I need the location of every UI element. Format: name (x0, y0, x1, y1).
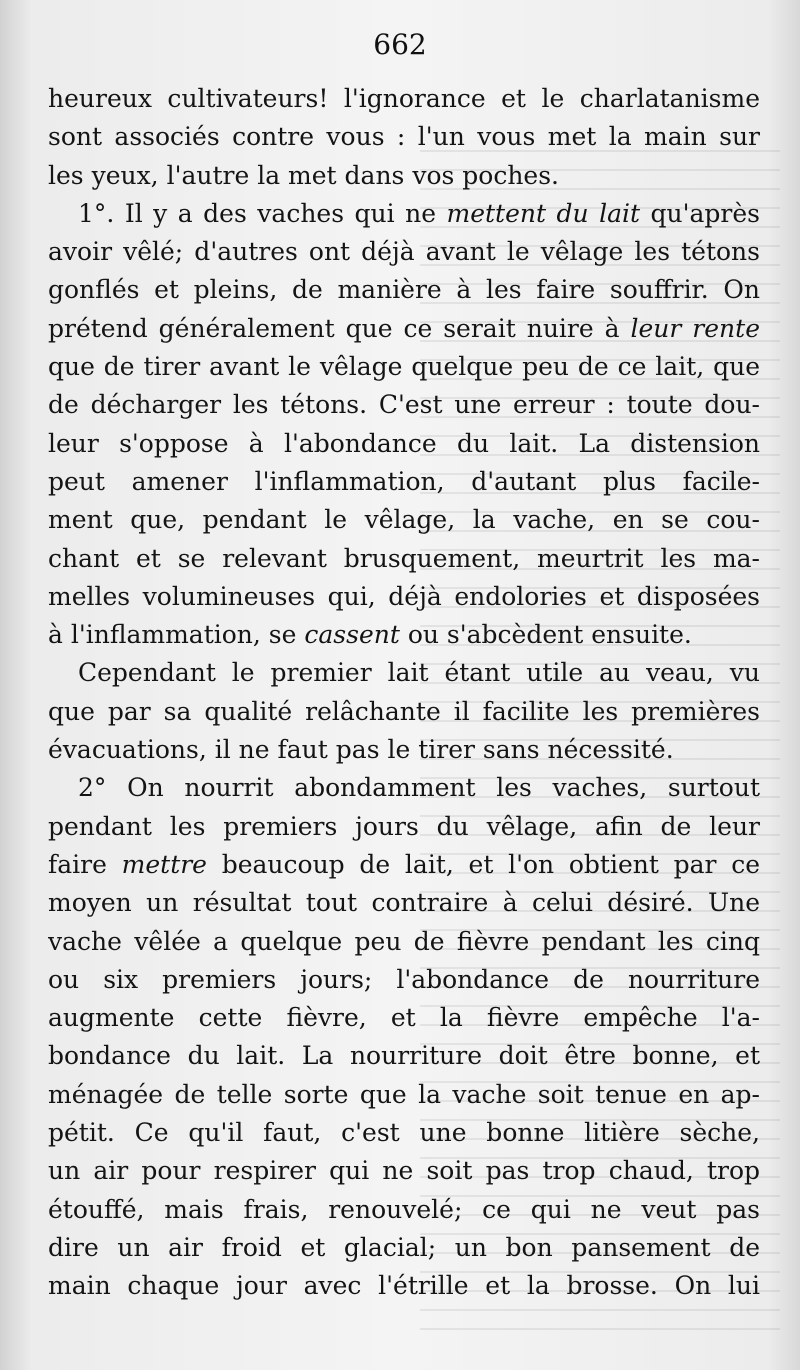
text-line: sont associés contre vous : l'un vous met la main sur (48, 122, 760, 152)
text-line: main chaque jour avec l'étrille et la brosse. On lui (48, 1271, 760, 1301)
text-line: 2° On nourrit abondamment les vaches, surtout (78, 773, 760, 803)
text-line: leur s'oppose à l'abondance du lait. La distension (48, 428, 760, 458)
italic-phrase: leur rente (630, 313, 760, 343)
text-line: bondance du lait. La nourriture doit être bonne, et (48, 1041, 760, 1071)
text-line: de décharger les tétons. C'est une erreur : toute dou- (48, 390, 760, 420)
text-line: ment que, pendant le vêlage, la vache, en se cou- (48, 505, 760, 535)
text-line: moyen un résultat tout contraire à celui désiré. Une (48, 888, 760, 918)
body-text (48, 80, 760, 1306)
text-line: pétit. Ce qu'il faut, c'est une bonne litière sèche, (48, 1118, 760, 1148)
text-line: faire mettre beaucoup de lait, et l'on obtient par ce (48, 849, 760, 879)
text-line: Cependant le premier lait étant utile au veau, vu (78, 658, 760, 688)
text-line: ou six premiers jours; l'abondance de nourriture (48, 964, 760, 994)
text-line: que de tirer avant le vêlage quelque peu de ce lait, que (48, 352, 760, 382)
text-line: étouffé, mais frais, renouvelé; ce qui ne veut pas (48, 1194, 760, 1224)
page-number: 662 (373, 28, 427, 61)
text-line: à l'inflammation, se cassent ou s'abcèdent ensuite. (48, 620, 692, 650)
text-line: ménagée de telle sorte que la vache soit tenue en ap- (48, 1079, 760, 1109)
text-line: les yeux, l'autre la met dans vos poches. (48, 160, 559, 190)
text-line: que par sa qualité relâchante il facilite les premières (48, 696, 760, 726)
text-line: gonflés et pleins, de manière à les faire souffrir. On (48, 275, 760, 305)
text-line: avoir vêlé; d'autres ont déjà avant le vêlage les tétons (48, 237, 760, 267)
italic-phrase: mettre (121, 849, 207, 879)
text-line: évacuations, il ne faut pas le tirer sans nécessité. (48, 735, 674, 765)
text-line: un air pour respirer qui ne soit pas trop chaud, trop (48, 1156, 760, 1186)
text-line: prétend généralement que ce serait nuire à leur rente (48, 313, 760, 343)
text-line: 1°. Il y a des vaches qui ne mettent du lait qu'après (78, 198, 760, 228)
text-line: melles volumineuses qui, déjà endolories et disposées (48, 581, 760, 611)
text-line: chant et se relevant brusquement, meurtrit les ma- (48, 543, 760, 573)
text-line: vache vêlée a quelque peu de fièvre pendant les cinq (48, 926, 760, 956)
text-line: heureux cultivateurs! l'ignorance et le charlatanisme (48, 84, 760, 113)
italic-phrase: mettent du lait (446, 198, 641, 228)
text-line: peut amener l'inflammation, d'autant plus facile- (48, 466, 760, 496)
italic-phrase: cassent (304, 620, 400, 650)
text-line: augmente cette fièvre, et la fièvre empêche l'a- (48, 1003, 760, 1033)
text-line: pendant les premiers jours du vêlage, afin de leur (48, 811, 760, 841)
text-line: dire un air froid et glacial; un bon pansement de (48, 1232, 760, 1262)
